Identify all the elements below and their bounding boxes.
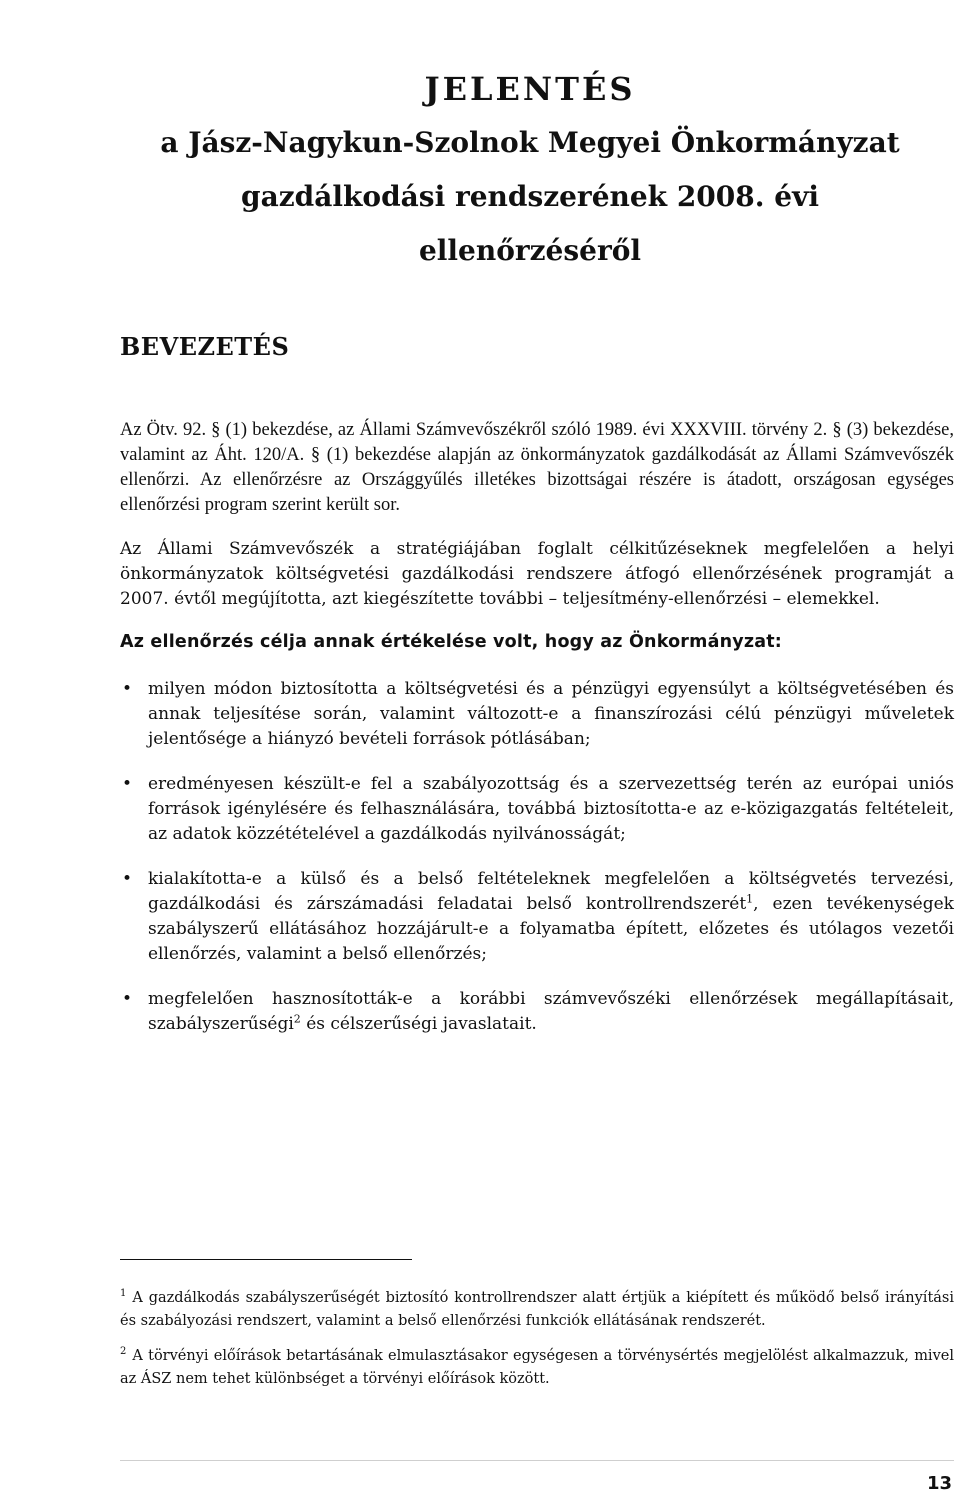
document-subtitle-line-1: a Jász-Nagykun-Szolnok Megyei Önkormányzat [160,126,900,159]
list-item-text [148,867,954,967]
list-item-text-after: , ezen tevékenységek szabályszerű ellátásához hozzájárult-e a folyamatba épített, előzetes és utólagos vezetői ellenőrzés, valamint a belső ellenőrzés; [148,894,954,964]
document-subtitle-line-3: ellenőrzéséről [418,234,642,267]
footnote-text: A gazdálkodás szabályszerűségét biztosító kontrollrendszer alatt értjük a kiépített és működő belső irányítási és szabályozási rendszert, valamint a belső ellenőrzési funkciók ellátásának rendszerét. [120,1290,954,1329]
footnote-mark: 1 [120,1288,127,1300]
bullet-icon: • [122,774,133,794]
footnotes [120,1287,954,1403]
footnote-divider [120,1259,412,1260]
title-block [100,62,960,278]
footnote-text: A törvényi előírások betartásának elmulasztásakor egységesen a törvénysértés megjelölést alkalmazzuk, mivel az ÁSZ nem tehet különbséget a törvényi előírások között. [120,1348,954,1387]
footnote-mark: 2 [120,1346,127,1358]
list-item-text [148,987,954,1037]
goal-lead-sentence: Az ellenőrzés célja annak értékelése volt, hogy az Önkormányzat: [120,632,783,652]
footnote-reference[interactable]: 2 [293,1012,301,1026]
section-heading: BEVEZETÉS [120,332,290,361]
list-item-text-before: kialakította-e a külső és a belső feltételeknek megfelelően a költségvetés tervezési, gazdálkodási és zárszámadási feladatai belső kontrollrendszerét [148,869,954,914]
page-footer-divider [120,1460,954,1461]
goal-list [120,677,954,1037]
list-item-text-after: és célszerűségi javaslatait. [300,1014,537,1034]
list-item [120,987,954,1037]
list-item-text-before: megfelelően hasznosították-e a korábbi számvevőszéki ellenőrzések megállapításait, szabályszerűségi [148,989,954,1034]
list-item [120,867,954,967]
footnote-1 [120,1287,954,1333]
paragraph-legal-basis: Az Ötv. 92. § (1) bekezdése, az Állami Számvevőszékről szóló 1989. évi XXXVIII. törvény 2. § (3) bekezdése, valamint az Áht. 120/A. § (1) bekezdése alapján az önkormányzatok gazdálkodását az Állami Számvevőszék ellenőrzi. Az ellenőrzésre az Országgyűlés illetékes bizottságai részére is átadott, országosan egységes ellenőrzési program szerint került sor. [120,420,954,515]
bullet-icon: • [122,679,133,699]
footnote-reference[interactable]: 1 [746,892,754,906]
body-text [120,418,954,1057]
list-item [120,772,954,847]
list-item [120,677,954,752]
bullet-icon: • [122,869,133,889]
document-title: JELENTÉS [424,70,636,108]
page-number: 13 [926,1473,952,1494]
bullet-icon: • [122,989,133,1009]
list-item-text: milyen módon biztosította a költségvetési és a pénzügyi egyensúlyt a költségvetésében és annak teljesítése során, valamint változott-e a finanszírozási célú pénzügyi műveletek jelentősége a hiányzó bevételi források pótlásában; [148,679,954,749]
list-item-text: eredményesen készült-e fel a szabályozottság és a szervezettség terén az európai uniós források igénylésére és felhasználására, továbbá biztosította-e az e-közigazgatás feltételeit, az adatok közzétételével a gazdálkodás nyilvánosságát; [148,774,954,844]
paragraph-strategy: Az Állami Számvevőszék a stratégiájában foglalt célkitűzéseknek megfelelően a helyi önkormányzatok költségvetési gazdálkodási rendszere átfogó ellenőrzésének programját a 2007. évtől megújította, azt kiegészítette további – teljesítmény-ellenőrzési – elemekkel. [120,539,954,609]
document-subtitle-line-2: gazdálkodási rendszerének 2008. évi [241,180,819,213]
footnote-2 [120,1345,954,1391]
